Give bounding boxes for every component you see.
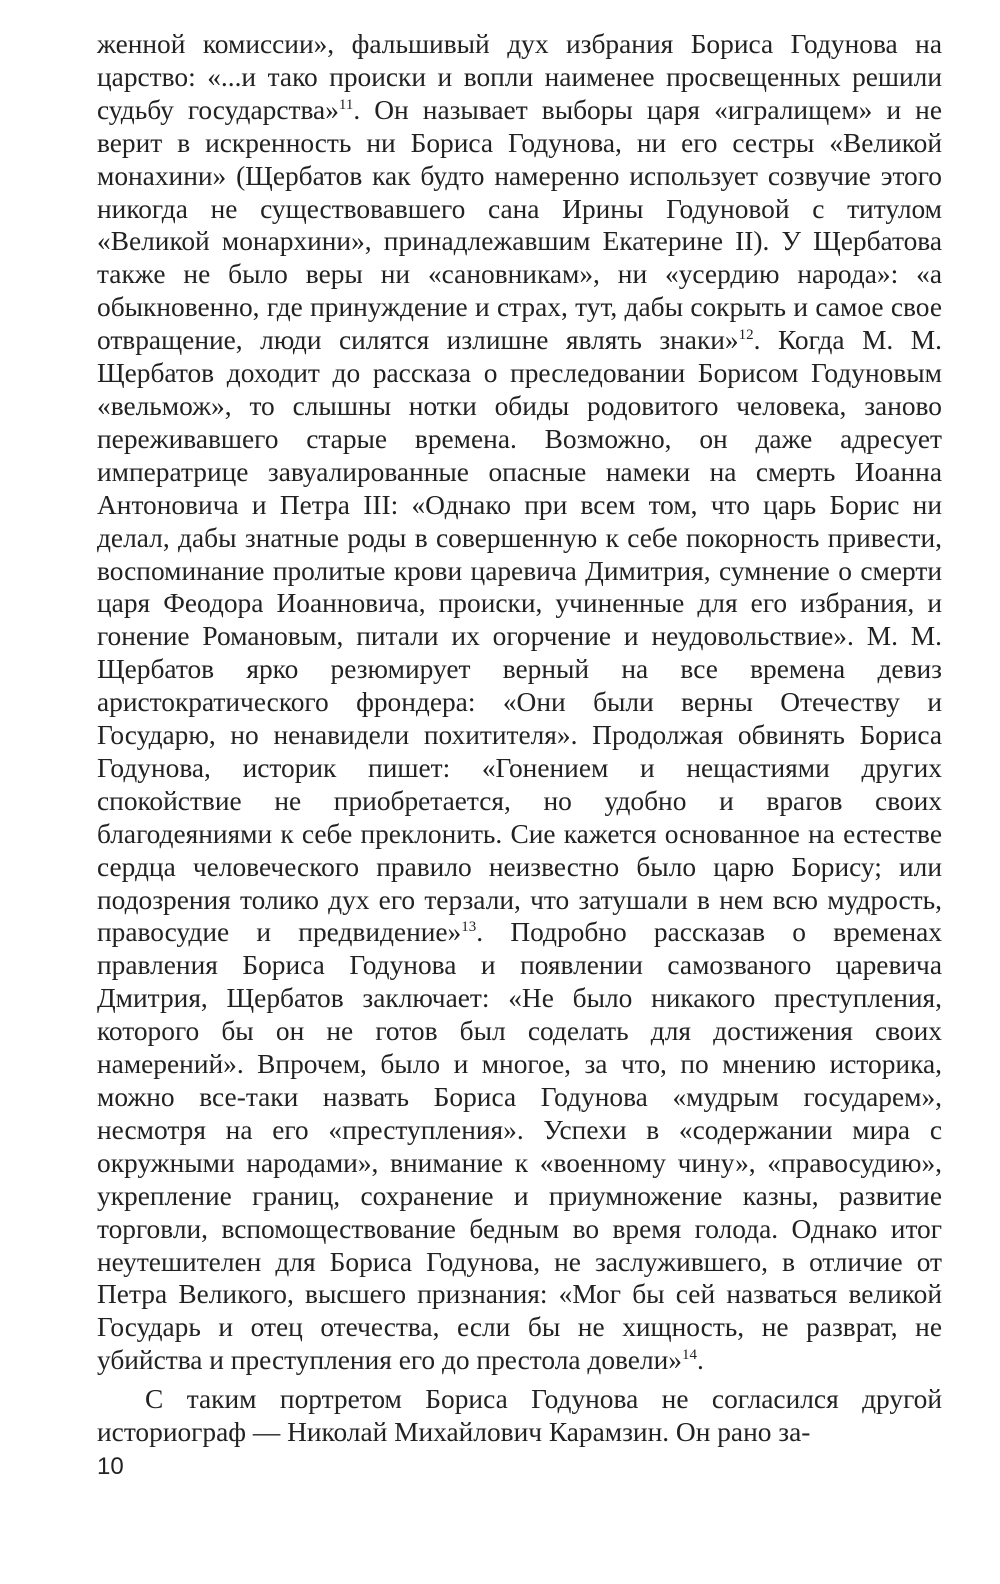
- footnote-marker-13: 13: [461, 919, 477, 936]
- text-segment: . Он называет выборы царя «игралищем» и не верит в искренность ни Бориса Годунова, ни его сестры «Великой монахини» (Щербатов как будто намеренно использует созвучие этого никогда не существовавшего сана Ирины Годуновой с титулом «Великой монархини», принадлежавшим Екатерине II). У Щербатова также не было веры ни «сановникам», ни «усердию народа»: «а обыкновенно, где принуждение и страх, тут, дабы сокрыть и самое свое отвращение, люди силятся излишне являть знаки»: [97, 94, 942, 356]
- footnote-marker-11: 11: [338, 96, 354, 113]
- text-segment: С таким портретом Бориса Годунова не согласился другой историограф — Николай Михайлович Карамзин. Он рано за-: [97, 1384, 942, 1448]
- page-number: 10: [97, 1453, 124, 1480]
- paragraph-1: [97, 28, 942, 1377]
- footnote-marker-14: 14: [681, 1347, 697, 1364]
- body-text: [97, 28, 942, 1449]
- text-segment: . Подробно рассказав о временах правления Бориса Годунова и появлении самозваного царевича Дмитрия, Щербатов заключает: «Не было никакого преступления, которого бы он не готов был соделать для достижения своих намерений». Впрочем, было и многое, за что, по мнению историка, можно все-таки назвать Бориса Годунова «мудрым государем», несмотря на его «преступления». Успехи в «содержании мира с окружными народами», внимание к «военному чину», «правосудию», укрепление границ, сохранение и приумножение казны, развитие торговли, вспомоществование бедным во время голода. Однако итог неутешителен для Бориса Годунова, не заслужившего, в отличие от Петра Великого, высшего признания: «Мог бы сей назваться великой Государь и отец отечества, если бы не хищность, не разврат, не убийства и преступления его до престола довели»: [97, 917, 942, 1376]
- text-segment: . Когда М. М. Щербатов доходит до рассказа о преследовании Борисом Годуновым «вельмож», то слышны нотки обиды родовитого человека, заново переживавшего старые времена. Возможно, он даже адресует императрице завуалированные опасные намеки на смерть Иоанна Антоновича и Петра III: «Однако при всем том, что царь Борис ни делал, дабы знатные роды в совершенную к себе покорность привести, воспоминание пролитые крови царевича Димитрия, сумнение о смерти царя Феодора Иоанновича, происки, учиненные для его избрания, и гонение Романовым, питали их огорчение и неудовольствие». М. М. Щербатов ярко резюмирует верный на все времена девиз аристократического фрондера: «Они были верны Отечеству и Государю, но ненавидели похитителя». Продолжая обвинять Бориса Годунова, историк пишет: «Гонением и нещастиями других спокойствие не приобретается, но удобно и врагов своих благодеяниями к себе преклонить. Сие кажется основанное на естестве сердца человеческого правило неизвестно было царю Борису; или подозрения толико дух его терзали, что затушали в нем всю мудрость, правосудие и предвидение»: [97, 325, 942, 948]
- text-segment: .: [696, 1345, 704, 1376]
- paragraph-2: [97, 1383, 942, 1449]
- text-segment: женной комиссии», фальшивый дух избрания Бориса Годунова на царство: «...и тако происки и вопли наименее просвещенных решили судьбу государства»: [97, 29, 942, 125]
- footnote-marker-12: 12: [738, 327, 754, 344]
